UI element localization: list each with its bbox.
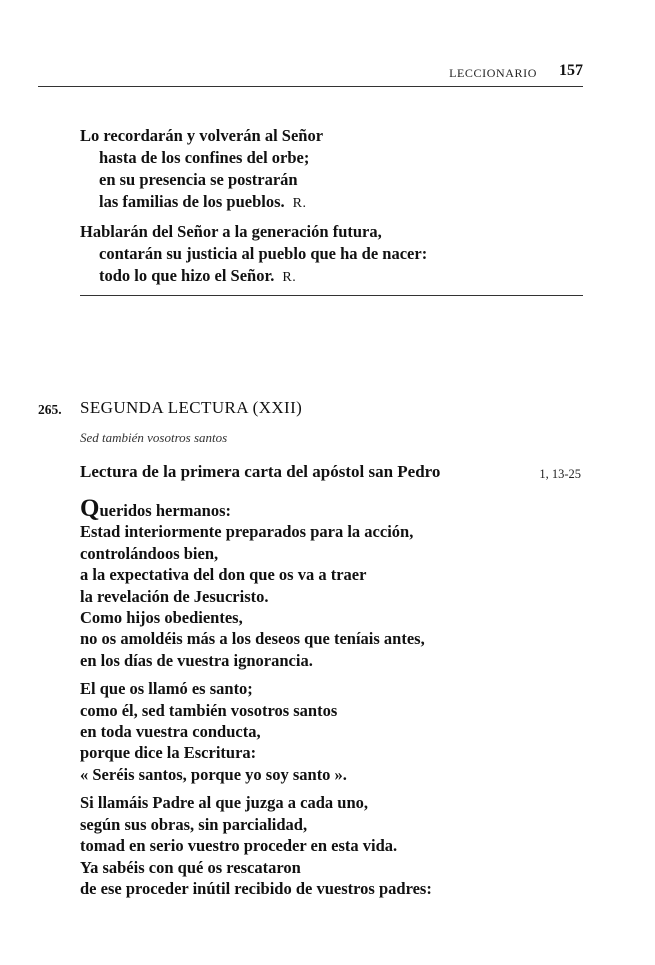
reading-line: Estad interiormente preparados para la acción, [80,522,414,542]
reading-line: la revelación de Jesucristo. [80,586,269,606]
reading-line: no os amoldéis más a los deseos que teníais antes, [80,629,425,649]
reading-line: controlándoos bien, [80,543,219,563]
psalm-line-text: todo lo que hizo el Señor. [99,266,275,285]
reading-line: de ese proceder inútil recibido de vuestros padres: [80,878,432,898]
reading-line: tomad en serio vuestro proceder en esta vida. [80,836,398,856]
reading-line: a la expectativa del don que os va a traer [80,565,367,585]
drop-cap: Q [80,495,100,522]
psalm-line [80,147,580,169]
opening-line [80,495,580,522]
psalm-line [80,265,580,289]
page-header [38,62,583,86]
psalm-line-text: hasta de los confines del orbe; [99,148,310,167]
reading-reference: 1, 13-25 [539,467,581,481]
reading-line: Como hijos obedientes, [80,608,243,628]
psalm-line-text: Lo recordarán y volverán al Señor [80,126,324,145]
header-rule [38,86,583,87]
reading-line: en los días de vuestra ignorancia. [80,650,313,670]
psalm-line-text: en su presencia se postrarán [99,170,298,189]
opening-text: ueridos hermanos: [99,501,231,520]
reading-line: Ya sabéis con qué os rescataron [80,857,301,877]
psalm-line [80,125,580,147]
section-number: 265. [38,402,62,417]
reading-text [80,495,580,899]
running-head: LECCIONARIO [449,66,537,80]
psalm-line [80,221,580,243]
reading-line: en toda vuestra conducta, [80,722,261,742]
reading-line: porque dice la Escritura: [80,743,257,763]
reading-line: Si llamáis Padre al que juzga a cada uno, [80,793,369,813]
page-number: 157 [559,62,583,79]
psalm-line-text: contarán su justicia al pueblo que ha de nacer: [99,244,428,263]
reading-line: como él, sed también vosotros santos [80,700,338,720]
reading-line: según sus obras, sin parcialidad, [80,814,308,834]
psalm-line-text: las familias de los pueblos. [99,192,285,211]
reading-line: « Seréis santos, porque yo soy santo ». [80,764,347,784]
section-title: SEGUNDA LECTURA (XXII) [80,398,303,417]
psalm-line-text: Hablarán del Señor a la generación futura, [80,222,382,241]
psalm-end-rule [80,295,583,296]
response-mark: R. [282,270,297,285]
psalm-line [80,169,580,191]
reading-title: Lectura de la primera carta del apóstol san Pedro [80,462,441,481]
section-subtitle: Sed también vosotros santos [80,430,228,445]
reading-line: El que os llamó es santo; [80,679,253,699]
psalm-verses [80,125,580,289]
response-mark: R. [292,196,307,211]
psalm-line [80,243,580,265]
psalm-line [80,191,580,215]
